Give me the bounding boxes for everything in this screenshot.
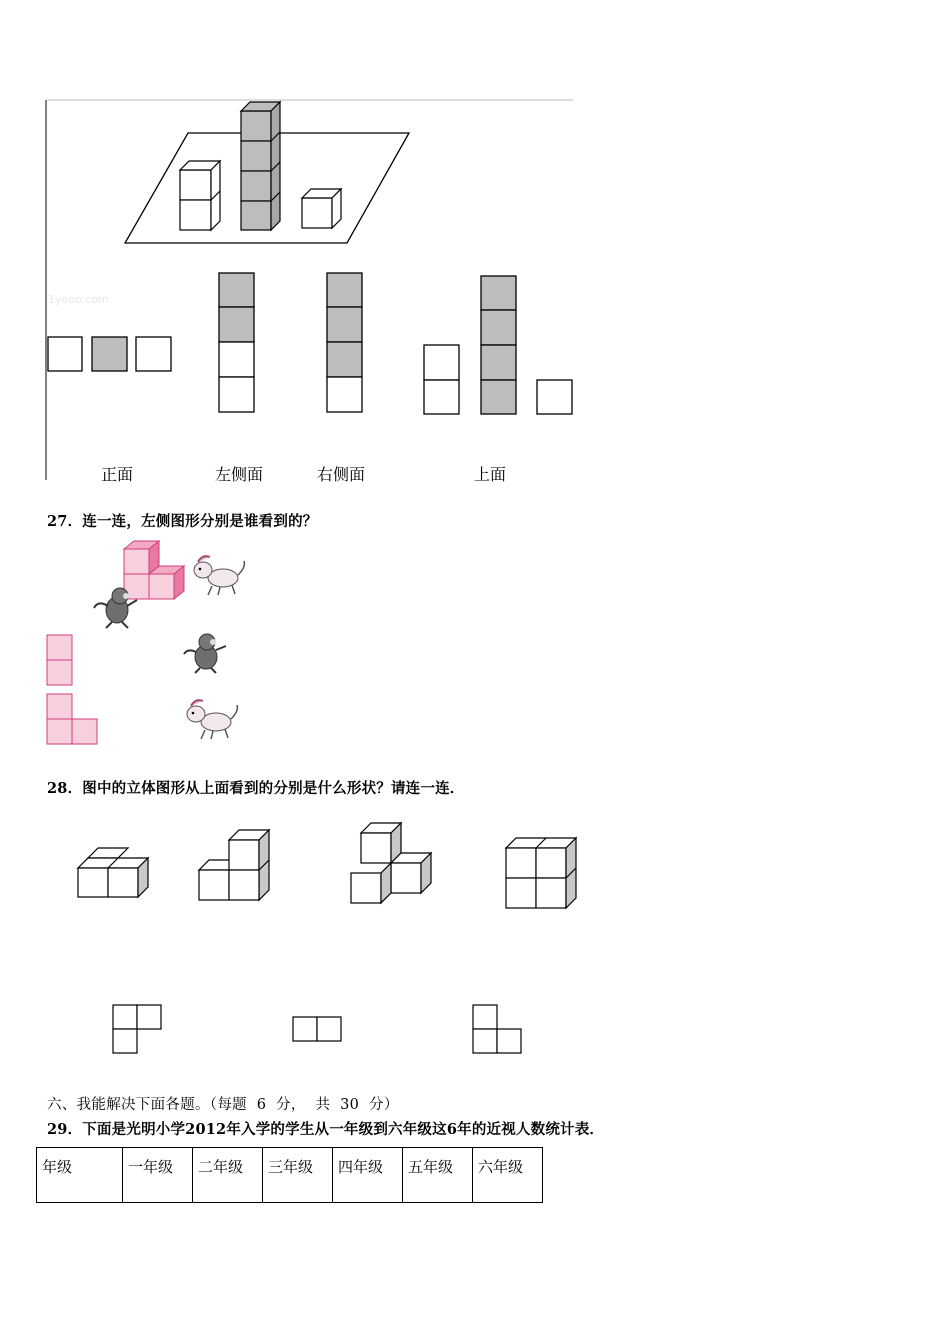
shape-a (113, 1005, 161, 1053)
table-header-cell: 年级 (37, 1148, 123, 1203)
question-29: 29．下面是光明小学2012年入学的学生从一年级到六年级这6年的近视人数统计表． (47, 1121, 605, 1138)
table-header-cell: 六年级 (473, 1148, 543, 1203)
table-header-cell: 三年级 (263, 1148, 333, 1203)
top-view (424, 276, 572, 414)
table-header-cell: 一年级 (123, 1148, 193, 1203)
label-right-side: 右侧面 (317, 465, 366, 484)
shape-c (473, 1005, 521, 1053)
shape-b (293, 1017, 341, 1041)
single-white-cube (302, 189, 341, 228)
table-row (37, 1148, 543, 1203)
watermark: 1yeoo.com (48, 293, 109, 306)
question-28: 28．图中的立体图形从上面看到的分别是什么形状？请连一连． (47, 780, 465, 797)
dog-icon-right (187, 700, 237, 739)
solid-2 (199, 830, 269, 900)
table-header-cell: 五年级 (403, 1148, 473, 1203)
view-vertical-pair (47, 635, 72, 685)
question-27: 27．连一连，左侧图形分别是谁看到的？ (47, 513, 318, 530)
stack-two-white (180, 161, 220, 230)
right-side-view (327, 273, 362, 412)
label-front: 正面 (101, 465, 134, 484)
left-side-view (219, 273, 254, 412)
solid-3 (351, 823, 431, 903)
myopia-table (36, 1147, 543, 1203)
pink-cube-model (124, 541, 184, 599)
front-view (48, 337, 171, 371)
stack-four-gray (241, 102, 280, 230)
label-left-side: 左侧面 (215, 465, 264, 484)
monkey-icon-right (184, 634, 226, 673)
solid-1 (78, 848, 148, 897)
dog-icon (194, 556, 244, 595)
view-l-shape (47, 694, 97, 744)
label-top: 上面 (474, 465, 507, 484)
section-6-heading: 六、我能解决下面各题。（每题 6 分， 共 30 分） (47, 1097, 399, 1113)
table-header-cell: 四年级 (333, 1148, 403, 1203)
solid-4 (506, 838, 576, 908)
table-header-cell: 二年级 (193, 1148, 263, 1203)
